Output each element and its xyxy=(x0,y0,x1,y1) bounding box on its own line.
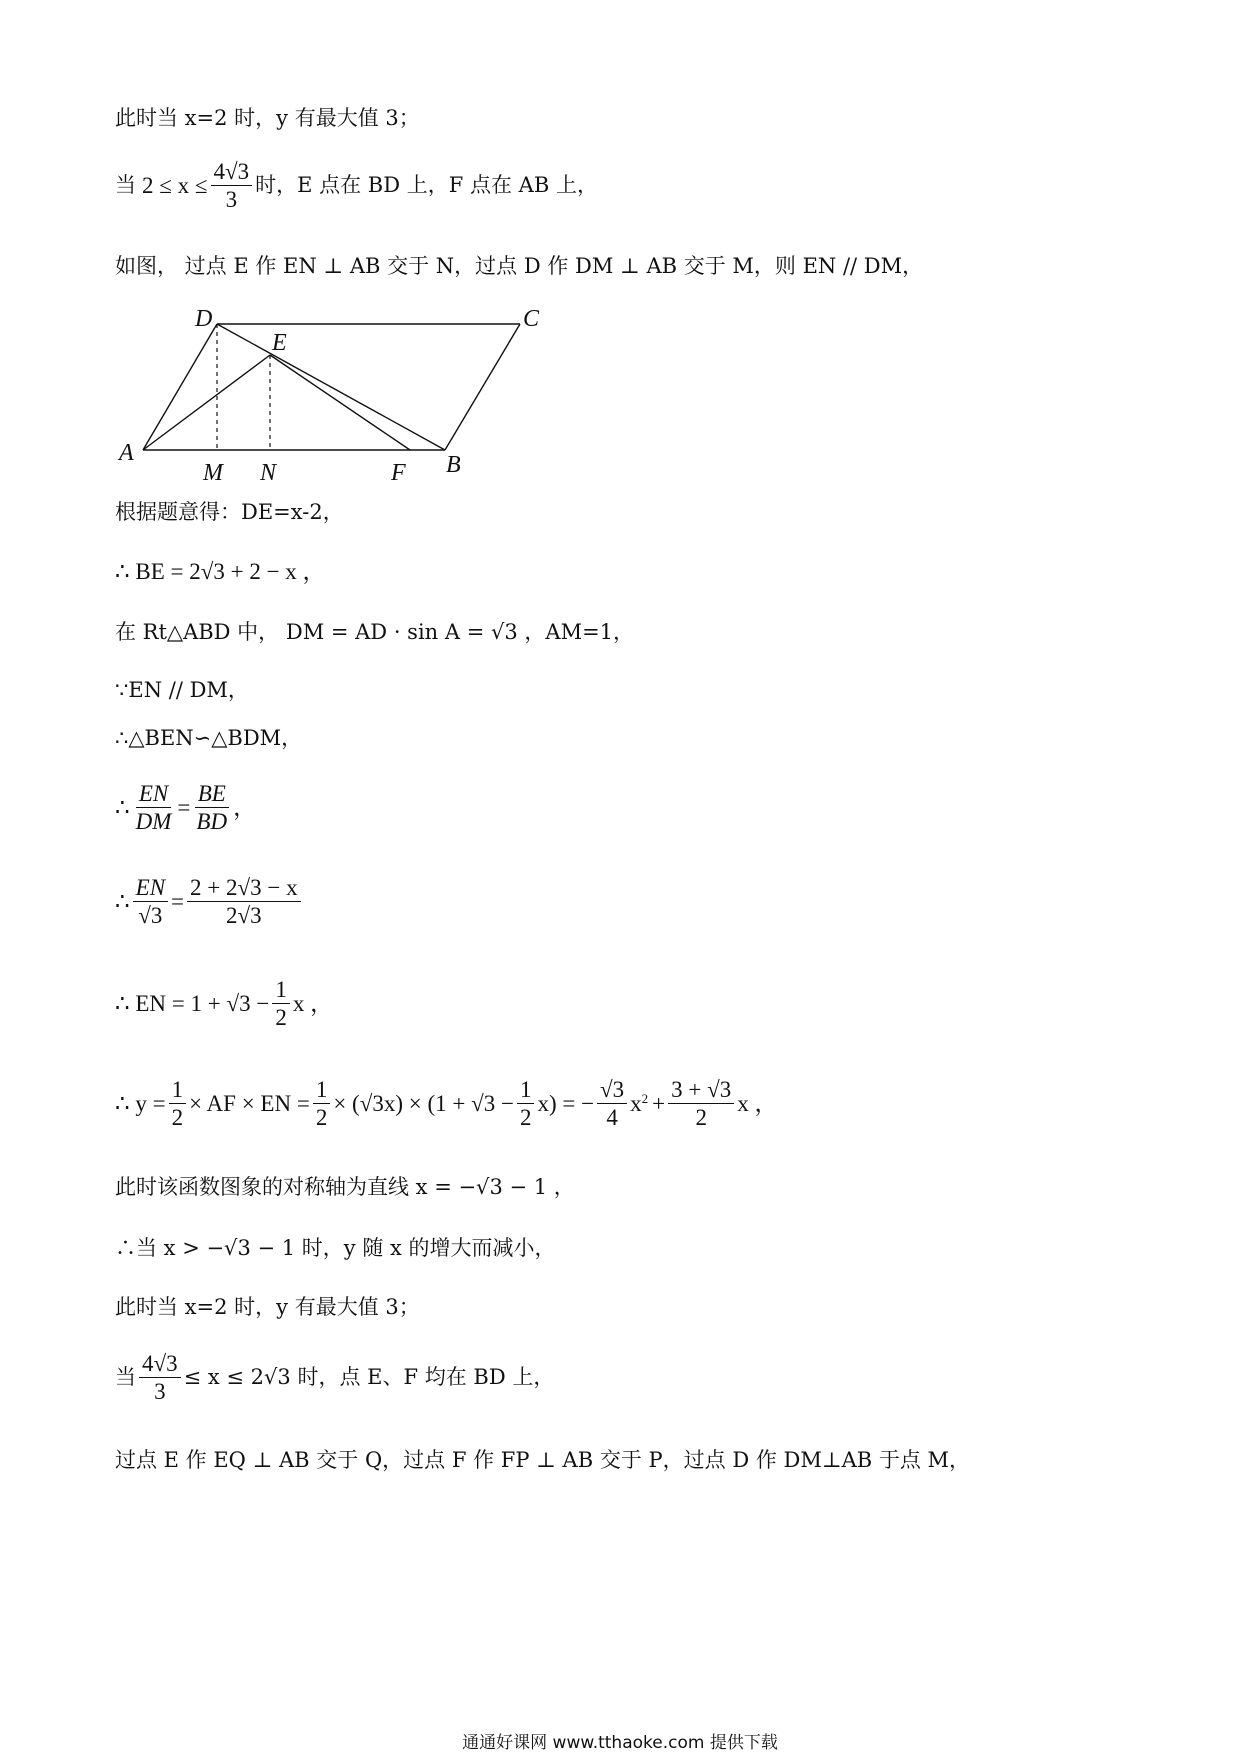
text-line-14: ∴当 x > −√3 − 1 时，y 随 x 的增大而减小， xyxy=(115,1236,556,1260)
segment-db xyxy=(217,324,445,450)
line2-fraction xyxy=(211,160,253,211)
label-f: F xyxy=(391,460,406,485)
line12-f4-denominator: 4 xyxy=(606,1105,618,1130)
line10-right-numerator: 2 + 2√3 − x xyxy=(187,876,301,902)
line10-left-numerator: EN xyxy=(133,876,168,902)
text-line-5: ∴ BE = 2√3 + 2 − x ， xyxy=(115,559,326,584)
line9-left-denominator: DM xyxy=(135,809,172,834)
text-line-12 xyxy=(115,1078,778,1129)
text-line-7: ∵EN // DM， xyxy=(115,678,249,702)
text-line-8: ∴△BEN∽△BDM， xyxy=(115,726,303,750)
segment-ae xyxy=(143,355,270,450)
line12-plus: + xyxy=(652,1091,666,1116)
line16-fraction xyxy=(139,1352,181,1403)
label-n: N xyxy=(260,460,277,485)
text-line-10 xyxy=(115,876,304,927)
line9-comma: ， xyxy=(233,795,257,820)
text-line-2 xyxy=(115,160,598,211)
text-line-15: 此时当 x=2 时，y 有最大值 3； xyxy=(115,1295,420,1319)
page-footer: 通通好课网 www.tthaoke.com 提供下载 xyxy=(462,1733,778,1753)
line10-fraction-left xyxy=(133,876,168,927)
line10-left-denominator: √3 xyxy=(138,903,163,928)
line12-part-d: x) = − xyxy=(537,1091,595,1116)
line11-half-denominator: 2 xyxy=(275,1005,287,1030)
line12-fraction-3 xyxy=(517,1078,535,1129)
line10-equals: = xyxy=(171,889,185,914)
line12-f2-numerator: 1 xyxy=(313,1078,331,1104)
line11-expression: ∴ EN = 1 + √3 − xyxy=(115,991,270,1016)
label-c: C xyxy=(523,306,540,332)
line9-fraction-right xyxy=(193,782,230,833)
line12-f3-numerator: 1 xyxy=(517,1078,535,1104)
label-e: E xyxy=(272,330,287,356)
line12-fraction-5 xyxy=(668,1078,734,1129)
line12-part-b: × AF × EN = xyxy=(189,1091,310,1116)
line11-suffix: x ， xyxy=(292,991,334,1016)
line11-fraction-half xyxy=(272,978,290,1029)
line12-f2-denominator: 2 xyxy=(315,1105,328,1130)
segment-cb xyxy=(445,324,520,450)
line16-prefix: 当 xyxy=(115,1365,136,1389)
label-d: D xyxy=(195,306,213,332)
line12-f4-numerator: √3 xyxy=(597,1078,627,1104)
line2-fraction-numerator: 4√3 xyxy=(211,160,253,186)
line10-therefore: ∴ xyxy=(115,889,130,914)
line2-suffix: 时，E 点在 BD 上，F 点在 AB 上， xyxy=(255,173,598,197)
text-line-13: 此时该函数图象的对称轴为直线 x = −√3 − 1 ， xyxy=(115,1175,575,1199)
line9-left-numerator: EN xyxy=(136,782,171,808)
line2-fraction-denominator: 3 xyxy=(225,187,238,212)
line9-therefore: ∴ xyxy=(115,795,130,820)
segment-ef xyxy=(270,355,410,450)
line9-fraction-left xyxy=(133,782,175,833)
line12-part-a: ∴ y = xyxy=(115,1091,166,1116)
text-line-17: 过点 E 作 EQ ⊥ AB 交于 Q，过点 F 作 FP ⊥ AB 交于 P，过点 D 作 DM⊥AB 于点 M， xyxy=(115,1448,971,1472)
line2-inequality: 2 ≤ x ≤ xyxy=(142,173,208,198)
segment-ad xyxy=(143,324,217,450)
label-a: A xyxy=(119,440,134,466)
text-line-16 xyxy=(115,1352,554,1403)
geometry-figure xyxy=(115,300,565,485)
text-line-11 xyxy=(115,978,333,1029)
line12-fraction-2 xyxy=(313,1078,331,1129)
line2-prefix: 当 xyxy=(115,173,136,197)
line12-f1-denominator: 2 xyxy=(171,1105,184,1130)
text-line-9 xyxy=(115,782,256,833)
line12-fraction-1 xyxy=(169,1078,187,1129)
text-line-6: 在 Rt△ABD 中， DM = AD · sin A = √3 ，AM=1， xyxy=(115,620,635,644)
line16-fraction-denominator: 3 xyxy=(154,1379,166,1404)
line12-f5-denominator: 2 xyxy=(695,1105,707,1130)
line12-f1-numerator: 1 xyxy=(169,1078,187,1104)
line12-part-g: x ， xyxy=(737,1091,778,1116)
line12-exponent: 2 xyxy=(641,1091,649,1106)
line9-right-denominator: BD xyxy=(196,809,228,834)
line12-f5-numerator: 3 + √3 xyxy=(668,1078,734,1104)
line10-right-denominator: 2√3 xyxy=(225,903,262,928)
text-line-1: 此时当 x=2 时，y 有最大值 3； xyxy=(115,106,420,130)
line10-fraction-right xyxy=(187,876,301,927)
line11-half-numerator: 1 xyxy=(272,978,290,1004)
line12-f3-denominator: 2 xyxy=(519,1105,532,1130)
text-line-4: 根据题意得：DE=x-2， xyxy=(115,500,344,524)
line16-fraction-numerator: 4√3 xyxy=(139,1352,181,1378)
line9-right-numerator: BE xyxy=(195,782,229,808)
label-b: B xyxy=(446,452,461,478)
line12-part-c: × (√3x) × (1 + √3 − xyxy=(333,1091,514,1116)
label-m: M xyxy=(203,460,223,485)
line12-part-e: x xyxy=(630,1091,642,1116)
text-line-3: 如图， 过点 E 作 EN ⊥ AB 交于 N，过点 D 作 DM ⊥ AB 交于 M，则 EN // DM， xyxy=(115,254,924,278)
line12-fraction-4 xyxy=(597,1078,627,1129)
line9-equals: = xyxy=(177,795,191,820)
line16-suffix: ≤ x ≤ 2√3 时，点 E、F 均在 BD 上， xyxy=(183,1365,555,1389)
